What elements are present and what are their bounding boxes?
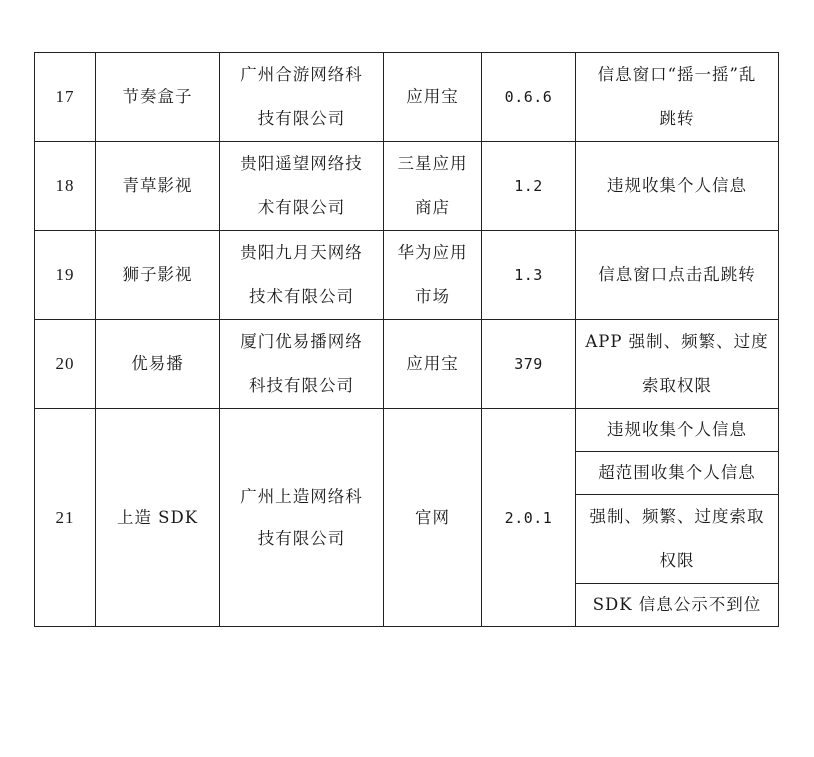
issue-cell [576,231,779,320]
issue-line: SDK 信息公示不到位 [592,595,762,614]
issue-cell [576,142,779,231]
table-row [35,142,779,231]
store-cell [384,53,482,142]
table-row [35,409,779,452]
table-row [35,53,779,142]
developer-line: 术有限公司 [257,198,346,217]
row-number: 18 [35,142,96,231]
app-name: 上造 SDK [96,409,220,627]
developer-line: 技术有限公司 [249,287,354,306]
store-line: 华为应用 [397,243,468,262]
developer-line: 广州上造网络科 [240,486,363,506]
issue-line: 信息窗口“摇一摇”乱 [597,65,757,84]
developer-cell [220,320,384,409]
issue-cell [576,409,779,452]
store-cell [384,320,482,409]
developer-line: 科技有限公司 [249,376,354,395]
store-line: 三星应用 [397,154,468,173]
issue-line: 违规收集个人信息 [607,420,747,439]
issue-cell [576,495,779,584]
developer-cell [220,231,384,320]
issue-cell [576,53,779,142]
table-row [35,231,779,320]
developer-line: 贵阳九月天网络 [240,243,363,262]
store-line: 应用宝 [406,354,459,373]
issue-cell [576,320,779,409]
row-number: 17 [35,53,96,142]
developer-line: 厦门优易播网络 [240,332,363,351]
version: 1.3 [482,231,576,320]
developer-line: 技有限公司 [257,528,346,548]
issue-line: 违规收集个人信息 [607,176,747,195]
developer-cell [220,142,384,231]
version: 379 [482,320,576,409]
issue-line: 索取权限 [642,376,712,395]
table-row [35,320,779,409]
developer-line: 广州合游网络科 [240,65,363,84]
developer-cell [220,53,384,142]
row-number: 20 [35,320,96,409]
row-number: 19 [35,231,96,320]
store-line: 市场 [415,287,450,306]
issue-line: 信息窗口点击乱跳转 [598,265,756,284]
developer-line: 贵阳遥望网络技 [240,154,363,173]
issue-line: APP 强制、频繁、过度 [585,332,769,351]
row-number: 21 [35,409,96,627]
app-violation-table [34,52,779,627]
developer-cell [220,409,384,627]
version: 2.0.1 [482,409,576,627]
issue-cell [576,584,779,627]
version: 1.2 [482,142,576,231]
store-cell [384,409,482,627]
issue-line: 强制、频繁、过度索取 [589,507,765,526]
store-cell [384,142,482,231]
store-line: 商店 [415,198,450,217]
store-line: 应用宝 [406,87,459,106]
app-name: 优易播 [96,320,220,409]
issue-cell [576,452,779,495]
store-cell [384,231,482,320]
issue-line: 跳转 [659,109,695,128]
issue-line: 超范围收集个人信息 [598,463,756,482]
app-name: 节奏盒子 [96,53,220,142]
app-name: 青草影视 [96,142,220,231]
developer-line: 技有限公司 [257,109,346,128]
issue-line: 权限 [659,551,695,570]
version: 0.6.6 [482,53,576,142]
store-line: 官网 [415,507,450,527]
app-name: 狮子影视 [96,231,220,320]
